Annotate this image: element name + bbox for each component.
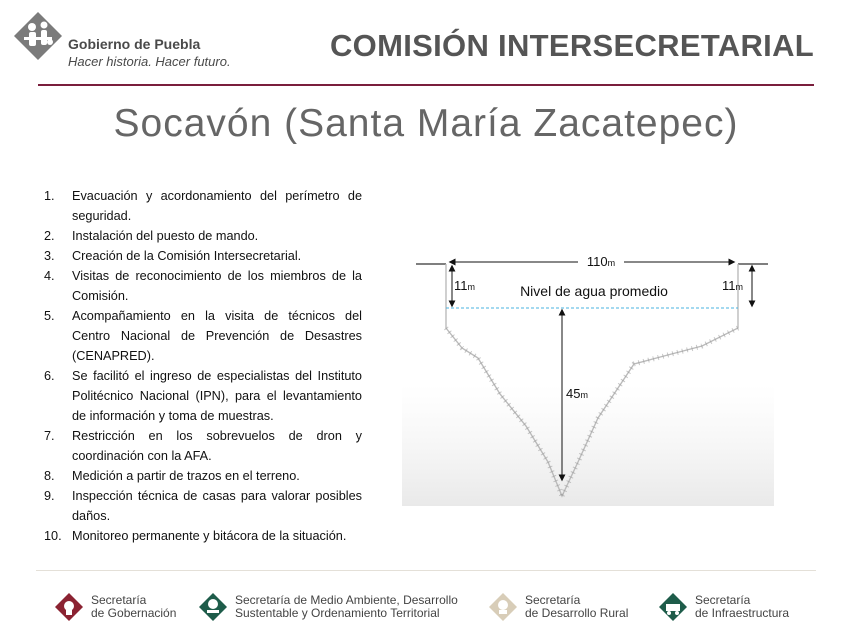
right-depth-label bbox=[722, 278, 743, 293]
list-item-number: 6. bbox=[44, 369, 55, 383]
list-item bbox=[44, 186, 362, 226]
footer-secretaria-infraestructura bbox=[658, 592, 789, 622]
footer-line-1: Secretaría bbox=[695, 593, 751, 607]
footer-secretaria-medio-ambiente bbox=[198, 592, 458, 622]
puebla-logo-icon bbox=[12, 10, 64, 66]
left-depth-label bbox=[454, 278, 475, 293]
list-item bbox=[44, 526, 362, 546]
width-unit: m bbox=[607, 258, 616, 268]
government-slogan: Hacer historia. Hacer futuro. bbox=[68, 54, 231, 69]
list-item-text: Medición a partir de trazos en el terreno. bbox=[72, 469, 300, 483]
list-item-text: Creación de la Comisión Intersecretarial. bbox=[72, 249, 302, 263]
list-item bbox=[44, 226, 362, 246]
list-item-text: Visitas de reconocimiento de los miembros de la Comisión. bbox=[72, 269, 362, 303]
list-item-text: Acompañamiento en la visita de técnicos del Centro Nacional de Prevención de Desastres (CENAPRED). bbox=[72, 309, 362, 363]
ground-shading bbox=[402, 384, 774, 506]
footer-line-2: de Gobernación bbox=[91, 606, 177, 620]
list-item-number: 2. bbox=[44, 229, 55, 243]
list-item-number: 3. bbox=[44, 249, 55, 263]
list-item bbox=[44, 246, 362, 266]
list-item-number: 7. bbox=[44, 429, 55, 443]
right-depth-value: 11 bbox=[722, 278, 736, 293]
water-level-label: Nivel de agua promedio bbox=[520, 283, 668, 299]
page-title: Socavón (Santa María Zacatepec) bbox=[113, 102, 739, 145]
footer-line-1: Secretaría bbox=[525, 593, 581, 607]
total-depth-unit: m bbox=[580, 390, 588, 400]
list-item-text: Inspección técnica de casas para valorar posibles daños. bbox=[72, 489, 362, 523]
list-item-text: Instalación del puesto de mando. bbox=[72, 229, 259, 243]
list-item-number: 10. bbox=[44, 529, 62, 543]
list-item-number: 9. bbox=[44, 489, 55, 503]
right-depth-unit: m bbox=[735, 282, 743, 292]
footer-divider bbox=[36, 570, 816, 571]
desarrollo-rural-icon bbox=[488, 592, 518, 622]
list-item bbox=[44, 366, 362, 426]
list-item-text: Se facilitó el ingreso de especialistas del Instituto Politécnico Nacional (IPN), para el levantamiento de información y toma de muestras. bbox=[72, 369, 362, 423]
list-item-text: Monitoreo permanente y bitácora de la situación. bbox=[72, 529, 347, 543]
list-item bbox=[44, 266, 362, 306]
commission-heading: COMISIÓN INTERSECRETARIAL bbox=[330, 28, 814, 63]
list-item bbox=[44, 306, 362, 366]
list-item-number: 1. bbox=[44, 189, 55, 203]
footer-line-2: de Infraestructura bbox=[695, 606, 790, 620]
footer-line-1: Secretaría de Medio Ambiente, Desarrollo bbox=[235, 593, 458, 607]
left-depth-unit: m bbox=[467, 282, 475, 292]
infraestructura-icon bbox=[658, 592, 688, 622]
list-item-number: 4. bbox=[44, 269, 55, 283]
left-depth-value: 11 bbox=[454, 278, 468, 293]
footer-line-2: de Desarrollo Rural bbox=[525, 606, 629, 620]
medio-ambiente-icon bbox=[198, 592, 228, 622]
sinkhole-cross-section-diagram bbox=[402, 244, 774, 506]
footer-line-1: Secretaría bbox=[91, 593, 147, 607]
list-item bbox=[44, 466, 362, 486]
header-divider bbox=[38, 84, 814, 86]
list-item-text: Evacuación y acordonamiento del perímetro de seguridad. bbox=[72, 189, 362, 223]
list-item-text: Restricción en los sobrevuelos de dron y coordinación con la AFA. bbox=[72, 429, 362, 463]
footer-line-2: Sustentable y Ordenamiento Territorial bbox=[235, 606, 440, 620]
width-value: 110 bbox=[586, 254, 608, 269]
total-depth-value: 45 bbox=[566, 386, 581, 401]
actions-list bbox=[44, 186, 362, 546]
footer-secretaria-gobernacion bbox=[54, 592, 176, 622]
government-name: Gobierno de Puebla bbox=[68, 36, 201, 52]
list-item-number: 5. bbox=[44, 309, 55, 323]
list-item-number: 8. bbox=[44, 469, 55, 483]
list-item bbox=[44, 426, 362, 466]
footer-secretaria-desarrollo-rural bbox=[488, 592, 628, 622]
list-item bbox=[44, 486, 362, 526]
gobernacion-icon bbox=[54, 592, 84, 622]
